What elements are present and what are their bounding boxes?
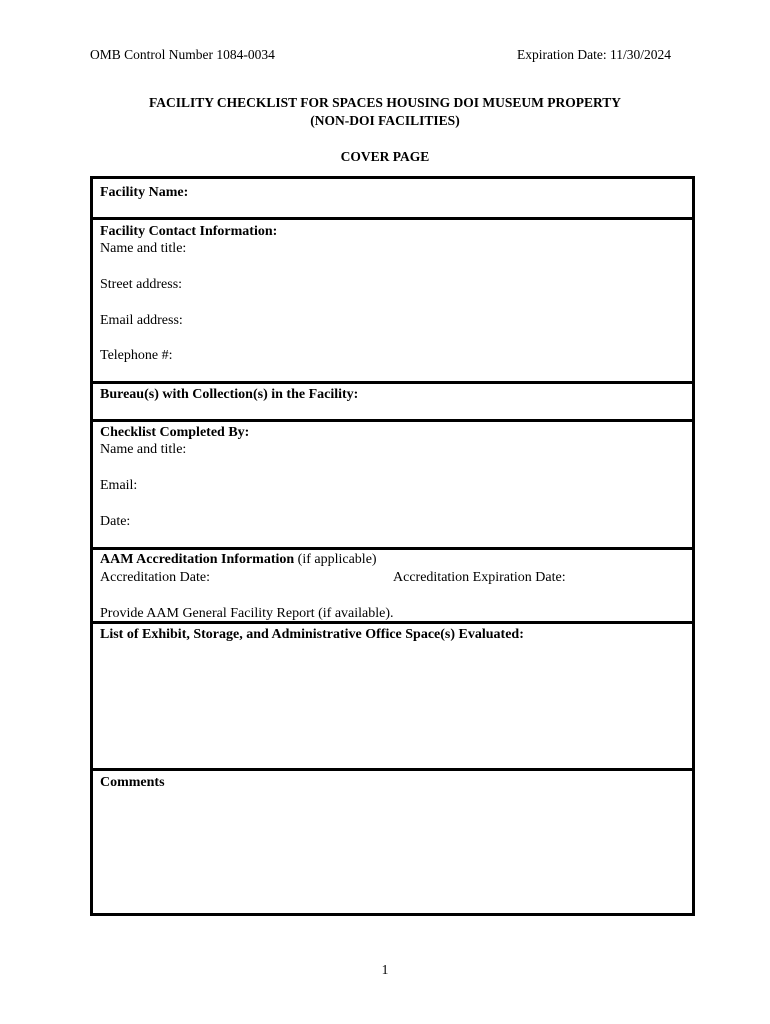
- contact-telephone-label: Telephone #:: [100, 348, 173, 363]
- form-subtitle: (NON-DOI FACILITIES): [310, 113, 460, 128]
- facility-name-row[interactable]: [93, 179, 692, 220]
- facility-name-label: Facility Name:: [100, 185, 189, 200]
- bureaus-row[interactable]: [93, 384, 692, 422]
- page-number: 1: [381, 962, 389, 977]
- completed-by-email-label: Email:: [100, 478, 138, 493]
- aam-label-suffix: (if applicable): [294, 552, 377, 567]
- spaces-evaluated-label: List of Exhibit, Storage, and Administrative Office Space(s) Evaluated:: [100, 627, 524, 642]
- comments-label: Comments: [100, 775, 165, 790]
- facility-contact-row[interactable]: [93, 220, 692, 384]
- contact-email-label: Email address:: [100, 313, 183, 328]
- omb-control-number: OMB Control Number 1084-0034: [90, 47, 275, 62]
- accreditation-expiration-label: Accreditation Expiration Date:: [393, 570, 566, 585]
- cover-page-heading: COVER PAGE: [340, 149, 430, 164]
- expiration-date: Expiration Date: 11/30/2024: [517, 47, 671, 62]
- facility-contact-label: Facility Contact Information:: [100, 224, 278, 239]
- aam-label: AAM Accreditation Information: [100, 552, 295, 567]
- form-title: FACILITY CHECKLIST FOR SPACES HOUSING DOI MUSEUM PROPERTY: [149, 95, 621, 110]
- aam-accreditation-row[interactable]: [93, 550, 692, 624]
- spaces-evaluated-row[interactable]: [93, 624, 692, 771]
- completed-by-label: Checklist Completed By:: [100, 425, 250, 440]
- completed-by-date-label: Date:: [100, 514, 131, 529]
- accreditation-date-label: Accreditation Date:: [100, 570, 211, 585]
- contact-street-label: Street address:: [100, 277, 183, 292]
- comments-row[interactable]: [93, 771, 692, 913]
- completed-by-name-title-label: Name and title:: [100, 442, 187, 457]
- completed-by-row[interactable]: [93, 422, 692, 550]
- cover-form-table: [90, 176, 695, 916]
- contact-name-title-label: Name and title:: [100, 241, 187, 256]
- bureaus-label: Bureau(s) with Collection(s) in the Facility:: [100, 387, 359, 402]
- aam-report-note: Provide AAM General Facility Report (if available).: [100, 606, 394, 621]
- aam-heading: [100, 551, 377, 568]
